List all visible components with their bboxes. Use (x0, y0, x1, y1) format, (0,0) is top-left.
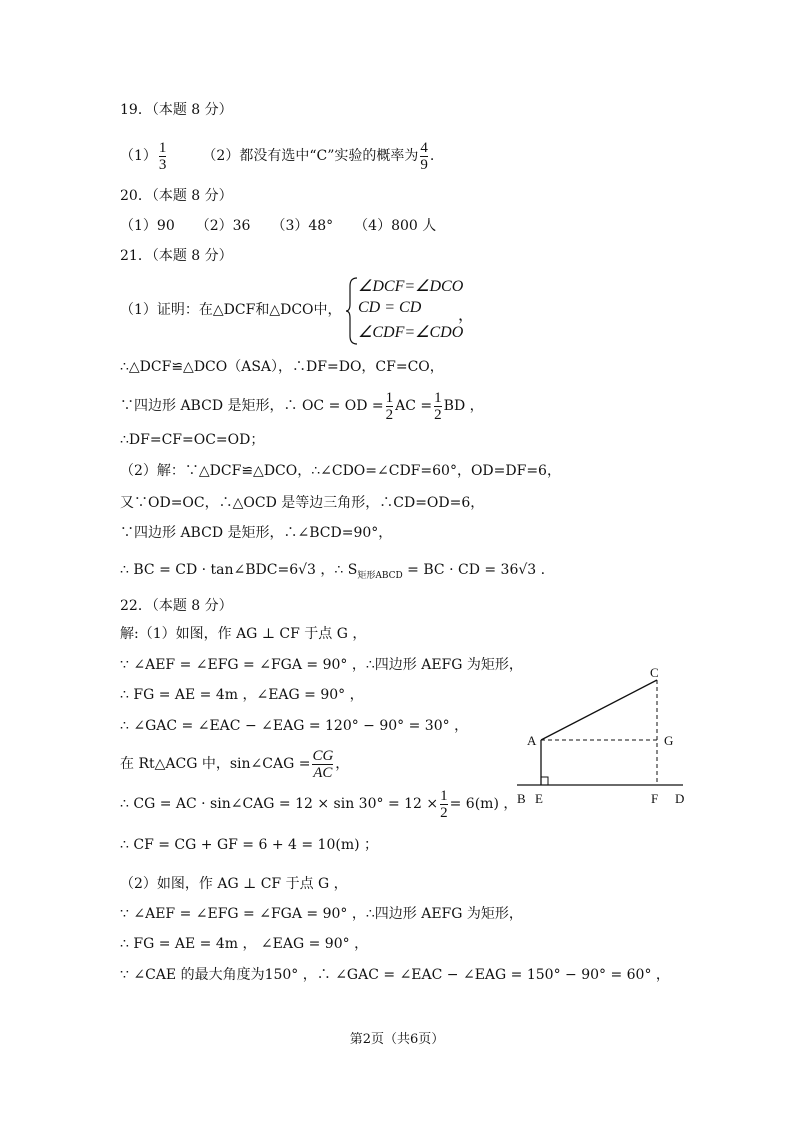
q22-line-6 (120, 784, 517, 824)
q20-heading: 20．（本题 8 分） (120, 188, 233, 204)
q21-line-5: 又∵OD=OC，∴△OCD 是等边三角形，∴CD=OD=6， (120, 495, 485, 511)
label-d: D (675, 791, 685, 806)
q21-line-2b: AC = (395, 398, 433, 414)
q19-answers (120, 136, 434, 176)
q19-part2-fraction (420, 140, 428, 173)
area-subscript: 矩形ABCD (357, 571, 403, 581)
q21-line-3: ∴DF=CF=OC=OD； (120, 432, 265, 448)
fraction-numerator: 1 (440, 787, 448, 804)
system-line-3: ∠CDF=∠CDO (358, 324, 464, 341)
q19-part1-fraction (159, 140, 167, 173)
q21-proof-intro: （1）证明：在△DCF和△DCO中， (120, 302, 342, 318)
fraction-numerator: 1 (385, 389, 394, 406)
geometry-figure (505, 660, 705, 810)
q20-answers: （1）90 （2）36 （3）48° （4）800 人 (120, 218, 437, 234)
label-g: G (664, 733, 674, 748)
page-footer: 第2页（共6页） (349, 1032, 445, 1047)
half-fraction (386, 390, 394, 423)
q22-line-9: ∵ ∠AEF = ∠EFG = ∠FGA = 90° ，∴四边形 AEFG 为矩形， (120, 906, 523, 922)
label-c: C (650, 665, 659, 680)
fraction-numerator: 4 (420, 139, 428, 156)
fraction-denominator: 2 (385, 406, 394, 423)
fraction-denominator: AC (313, 764, 333, 781)
fraction-numerator: CG (312, 747, 334, 764)
q19-period: . (429, 148, 435, 164)
q19-part2-text: （2）都没有选中“C”实验的概率为 (202, 148, 419, 164)
q21-line-4: （2）解：∵△DCF≌△DCO，∴∠CDO=∠CDF=60°，OD=DF=6， (120, 463, 561, 479)
q21-line-7b: = BC · CD = 36√3 . (402, 562, 546, 578)
q22-line-3: ∴ FG = AE = 4m ，∠EAG = 90° ， (120, 687, 364, 703)
fraction-denominator: 3 (158, 156, 167, 173)
fraction-denominator: 9 (420, 156, 428, 173)
q21-line-1: ∴△DCF≌△DCO（ASA），∴DF=DO，CF=CO， (120, 359, 444, 375)
system-brace (345, 276, 359, 346)
system-line-2: CD = CD (358, 299, 422, 316)
q22-line-5 (120, 744, 349, 784)
system-line-1: ∠DCF=∠DCO (358, 278, 464, 295)
q22-line-6b: = 6(m) ， (449, 796, 518, 812)
q21-line-2 (120, 386, 484, 426)
q21-line-2a: ∵四边形 ABCD 是矩形，∴ OC = OD = (120, 398, 384, 414)
q21-line-7a: ∴ BC = CD · tan∠BDC=6√3 ，∴ S (120, 562, 358, 578)
q21-line-7 (120, 560, 545, 586)
q22-line-6a: ∴ CG = AC · sin∠CAG = 12 × sin 30° = 12 × (120, 796, 439, 812)
q22-line-1: 解:（1）如图，作 AG ⊥ CF 于点 G ， (120, 626, 367, 642)
q22-line-11: ∵ ∠CAE 的最大角度为150° ，∴ ∠GAC = ∠EAC − ∠EAG = 150° − 90° = 60° ， (120, 967, 670, 983)
q22-line-10: ∴ FG = AE = 4m ， ∠EAG = 90° ， (120, 936, 369, 952)
label-a: A (527, 733, 537, 748)
label-f: F (651, 791, 659, 806)
system-comma: ， (458, 307, 475, 324)
segment-ac (541, 680, 657, 740)
fraction-denominator: 2 (434, 406, 442, 423)
q21-line-6: ∵四边形 ABCD 是矩形，∴∠BCD=90°， (120, 525, 393, 541)
half-fraction (434, 390, 442, 423)
q22-line-5b: ， (335, 756, 350, 772)
q22-line-7: ∴ CF = CG + GF = 6 + 4 = 10(m) ； (120, 837, 379, 853)
q22-line-4: ∴ ∠GAC = ∠EAC − ∠EAG = 120° − 90° = 30° ， (120, 718, 469, 734)
q22-line-2: ∵ ∠AEF = ∠EFG = ∠FGA = 90° ，∴四边形 AEFG 为矩形， (120, 657, 523, 673)
q21-heading: 21．（本题 8 分） (120, 248, 233, 264)
fraction-numerator: 1 (158, 139, 167, 156)
q21-line-2c: BD ， (443, 398, 484, 414)
q19-heading: 19．（本题 8 分） (120, 102, 233, 118)
label-b: B (517, 791, 526, 806)
half-fraction (440, 788, 448, 821)
label-e: E (535, 791, 543, 806)
q22-heading: 22．（本题 8 分） (120, 598, 233, 614)
q22-line-5a: 在 Rt△ACG 中，sin∠CAG = (120, 756, 311, 772)
q19-part1-label: （1） (120, 148, 157, 164)
fraction-denominator: 2 (440, 804, 448, 821)
q22-line-8: （2）如图，作 AG ⊥ CF 于点 G ， (120, 876, 348, 892)
cg-ac-fraction (312, 748, 333, 781)
right-angle-mark (541, 777, 548, 785)
fraction-numerator: 1 (434, 389, 442, 406)
